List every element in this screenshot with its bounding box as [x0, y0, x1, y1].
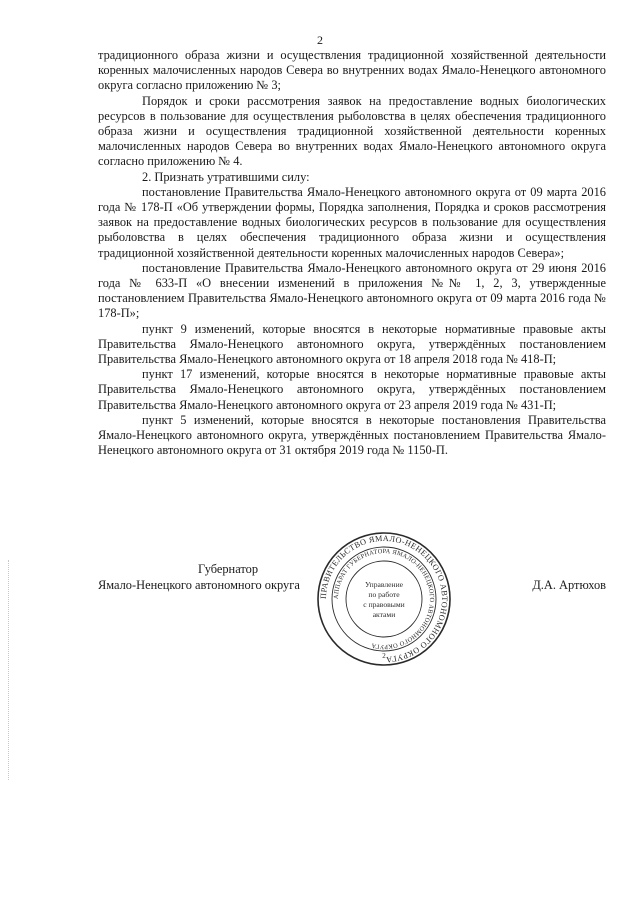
seal-inner-ring [346, 561, 422, 637]
paragraph-repeal-431p: пункт 17 изменений, которые вносятся в некоторые нормативные правовые акты Правительства Ямало-Ненецкого автономного округа, утверждённых постановлением Правительства Ямало-Ненецкого автономного округа от 23 апреля 2019 года № 431-П; [98, 367, 606, 412]
paragraph-section-2-heading: 2. Признать утратившими силу: [142, 169, 310, 184]
official-seal [316, 531, 452, 667]
seal-center-line-2: по работе [368, 590, 400, 599]
signatory-region: Ямало-Ненецкого автономного округа [98, 578, 300, 592]
paragraph-repeal-178p: постановление Правительства Ямало-Ненецкого автономного округа от 09 марта 2016 года № 178-П «Об утверждении формы, Порядка заполнения, Порядка и сроков рассмотрения заявок на предоставление водных биологических ресурсов в пользование для осуществления рыболовства в целях обеспечения традиционного образа жизни и осуществления традиционной хозяйственной деятельности коренных малочисленных народов Севера»; [98, 184, 606, 260]
seal-outer-text: ПРАВИТЕЛЬСТВО ЯМАЛО-НЕНЕЦКОГО АВТОНОМНОГО ОКРУГА [318, 533, 450, 665]
signatory-title: Губернатор [198, 562, 259, 576]
svg-text:АППАРАТ ГУБЕРНАТОРА ЯМАЛО-НЕНЕ [333, 548, 435, 650]
signatory-name: Д.А. Артюхов [532, 578, 606, 592]
seal-middle-ring [332, 547, 436, 651]
paragraph-repeal-1150p: пункт 5 изменений, которые вносятся в некоторые постановления Правительства Ямало-Ненецкого автономного округа, утверждённых постановлением Правительства Ямало-Ненецкого автономного округа от 31 октября 2019 года № 1150-П. [98, 412, 606, 458]
paragraph-annex-4: Порядок и сроки рассмотрения заявок на предоставление водных биологических ресурсов в пользование для осуществления рыболовства в целях обеспечения традиционного образа жизни и осуществления традиционной хозяйственной деятельности коренных малочисленных народов Севера во внутренних водах Ямало-Ненецкого автономного округа согласно приложению № 4. [98, 93, 606, 169]
document-body [98, 48, 606, 458]
seal-center-line-1: Управление [364, 580, 404, 589]
page-number: 2 [317, 33, 323, 47]
seal-number: 2 [382, 652, 386, 660]
paragraph-annex-3-continuation: традиционного образа жизни и осуществления традиционной хозяйственной деятельности коренных малочисленных народов Севера во внутренних водах Ямало-Ненецкого автономного округа согласно приложению № 3; [98, 48, 606, 93]
seal-center-line-4: актами [372, 610, 396, 619]
seal-center-line-3: с правовыми [363, 600, 405, 609]
seal-inner-text: АППАРАТ ГУБЕРНАТОРА ЯМАЛО-НЕНЕЦКОГО АВТОНОМНОГО ОКРУГА [332, 547, 436, 651]
scan-edge-marks [8, 560, 11, 780]
paragraph-repeal-418p: пункт 9 изменений, которые вносятся в некоторые нормативные правовые акты Правительства Ямало-Ненецкого автономного округа, утверждённых постановлением Правительства Ямало-Ненецкого автономного округа от 18 апреля 2018 года № 418-П; [98, 321, 606, 367]
paragraph-repeal-633p: постановление Правительства Ямало-Ненецкого автономного округа от 29 июня 2016 года № 633-П «О внесении изменений в приложения №№ 1, 2, 3, утвержденные постановлением Правительства Ямало-Ненецкого автономного округа от 09 марта 2016 года № 178-П»; [98, 260, 606, 321]
seal-graphic [316, 531, 452, 667]
